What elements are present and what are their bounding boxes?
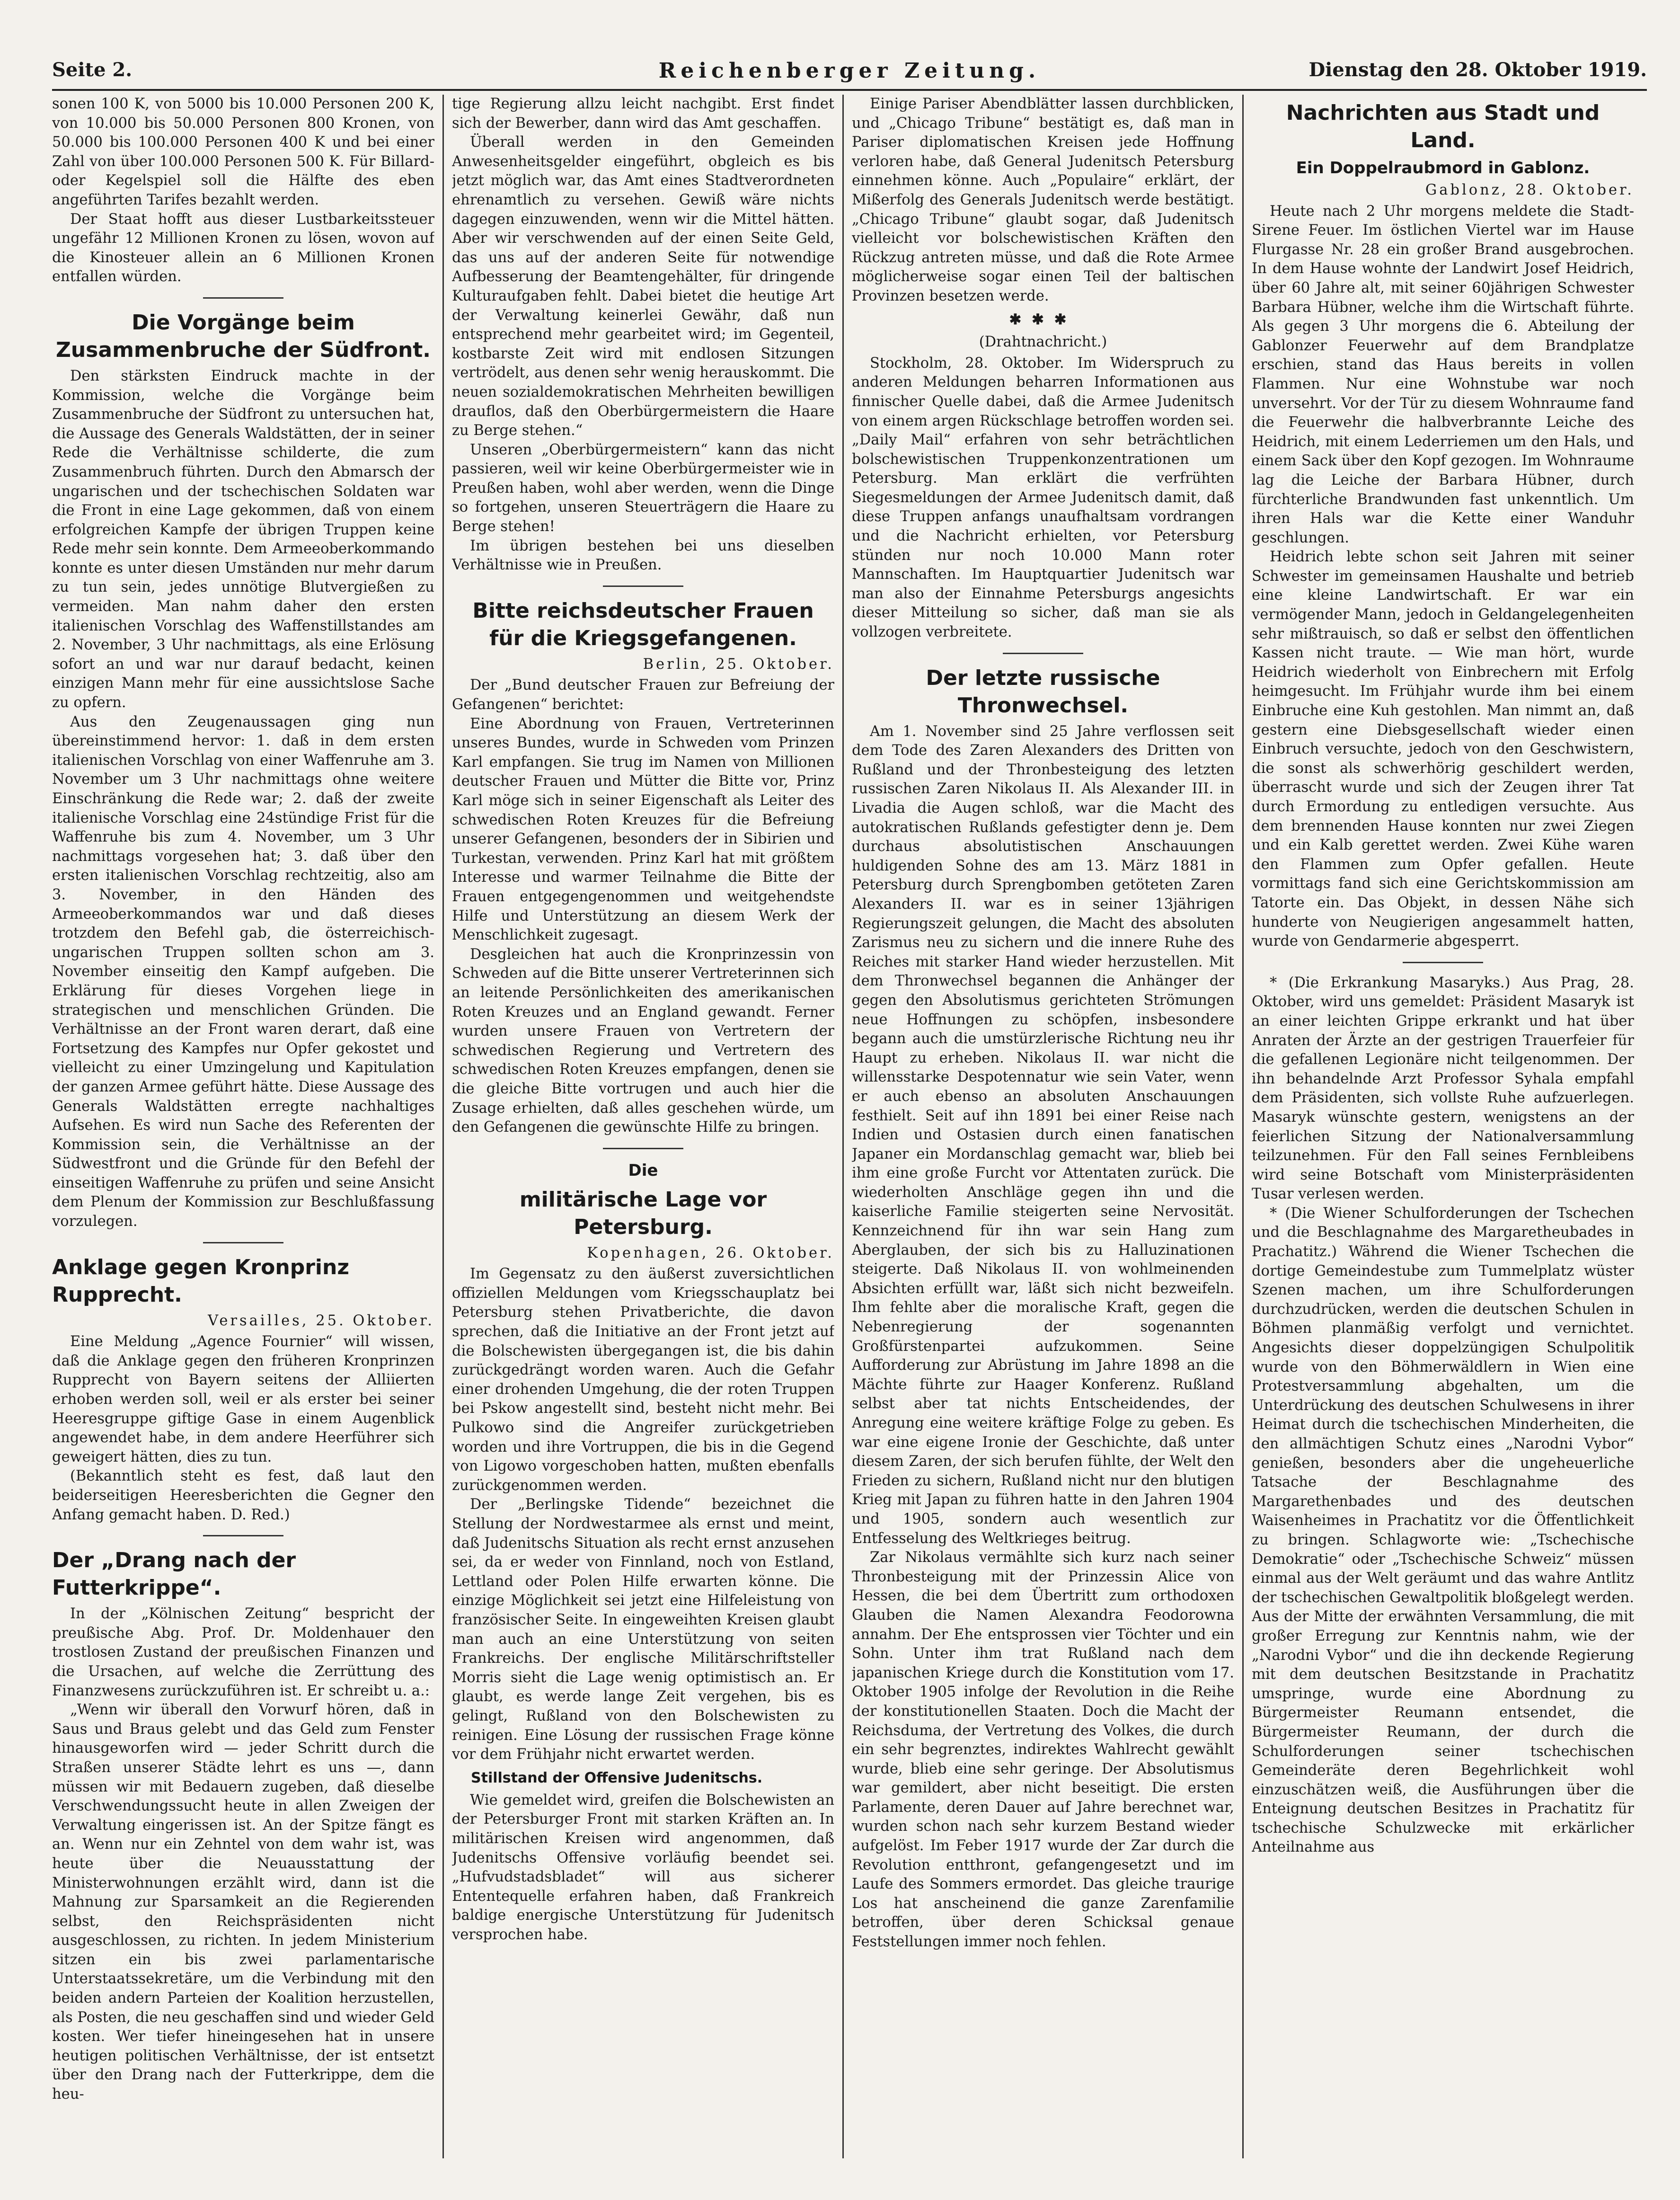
- section-divider: [1403, 962, 1483, 963]
- article-rupprecht: Eine Meldung „Agence Fournier“ will wissen, daß die Anklage gegen den früheren Kronprinzen Rupprecht von Bayern seitens der Alliierten erhoben werden soll, weil er als erster bei seiner Heeresgruppe giftige Gase in einem Augenblick angewendet habe, in dem andere Heerführer sich geweigert hätten, dies zu tun.: [52, 1333, 434, 1465]
- article-frauen-p3: Desgleichen hat auch die Kronprinzessin von Schweden auf die Bitte unserer Vertreterinnen sich an leitende Persönlichkeiten des amerikanischen Roten Kreuzes und an England gewandt. Ferner wurden unsere Frauen von Vertretern der schwedischen Regierung und Vertretern des schwedischen Roten Kreuzes empfangen, denen sie die gleiche Bitte vortrugen und auch hier die Zusage erhielten, daß alles geschehen würde, um den Gefangenen die gewünschte Hilfe zu bringen.: [452, 946, 834, 1136]
- column-1: [52, 95, 434, 2163]
- heading-suedfront: Die Vorgänge beim Zusammenbruche der Südfront.: [55, 310, 431, 362]
- section-divider: [203, 297, 283, 299]
- article-masaryk: * (Die Erkrankung Masaryks.) Aus Prag, 28. Oktober, wird uns gemeldet: Präsident Masaryk ist an einer leichten Grippe erkrankt und hat über Anraten der Ärzte an der gestrigen Trauerfeier für die gefallenen Legionäre nicht teilgenommen. Der ihn behandelnde Arzt Professor Syhala empfahl dem Präsidenten, sich vollste Ruhe aufzuerlegen. Masaryk wünschte gestern, wenigstens an der feierlichen Sitzung der Nationalversammlung teilzunehmen. Für den Fall seines Fernbleibens wird seine Botschaft vom Ministerpräsidenten Tusar verlesen werden.: [1252, 974, 1634, 1203]
- article-stockholm: Stockholm, 28. Oktober. Im Widerspruch zu anderen Meldungen beharren Informationen aus finnischer Quelle dabei, daß die Armee Judenitsch von einem argen Rückschlage betroffen worden sei. „Daily Mail“ erfahren von sehr beträchtlichen bolschewistischen Truppenkonzentrationen um Petersburg. Man erklärt die verfrühten Siegesmeldungen der Armee Judenitsch damit, daß diese Truppen anfangs unaufhaltsam vordrangen und die Nachricht erhielten, vor Petersburg stünden nur noch 10.000 Mann roter Mannschaften. Im Hauptquartier Judenitsch war man also der Einnahme Petersburgs angesichts dieser Mitteilung so sicher, daß man sie als vollzogen verbreitete.: [852, 355, 1234, 641]
- heading-stillstand: Stillstand der Offensive Judenitschs.: [471, 1769, 763, 1786]
- masthead: [52, 56, 1647, 91]
- heading-frauen: Bitte reichsdeutscher Frauen für die Kriegsgefangenen.: [472, 598, 814, 650]
- heading-raubmord: Ein Doppelraubmord in Gablonz.: [1296, 159, 1590, 177]
- dateline-versailles: Versailles, 25. Oktober.: [208, 1312, 434, 1329]
- article-suedfront-p2: Aus den Zeugenaussagen ging nun übereinstimmend hervor: 1. daß in dem ersten italienischen Vorschlag von einer Waffenruhe am 3. November um 3 Uhr nachmittags ohne weitere Einschränkung die Rede war; 2. daß der zweite italienische Vorschlag eine 24stündige Frist für die Waffenruhe bis zum 4. November, um 3 Uhr nachmittags vorgesehen hat; 3. daß über den ersten italienischen Vorschlag rechtzeitig, also am 3. November, in den Händen des Armeeoberkommandos war und daß dieses trotzdem den Befehl gab, die österreichisch-ungarischen Truppen sollten schon am 3. November einseitig den Kampf aufgeben. Die Erklärung für dieses Vorgehen liege in strategischen und menschlichen Gründen. Die Verhältnisse an der Front waren derart, daß eine Fortsetzung des Kampfes nur Opfer gekostet und vielleicht zu einer Umzingelung und Kapitulation der ganzen Armee geführt hätte. Diese Aussage des Generals Waldstätten erregte nachhaltiges Aufsehen. Es wird nun Sache des Referenten der Kommission sein, die Verhältnisse an der Südwestfront und die Gründe für den Befehl der einseitigen Waffenruhe zu prüfen und seine Ansicht dem Plenum der Kommission zur Beschlußfassung vorzulegen.: [52, 713, 434, 1230]
- column-rule: [442, 95, 444, 2158]
- article-futter-p5: Im übrigen bestehen bei uns dieselben Verhältnisse wie in Preußen.: [452, 537, 834, 574]
- article-stillstand: Wie gemeldet wird, greifen die Bolschewisten an der Petersburger Front mit starken Kräften an. In militärischen Kreisen wird angenommen, daß Judenitschs Offensive vorläufig beendet sei. „Hufvudstadsbladet“ will aus sicherer Ententequelle erfahren haben, daß Frankreich baldige energische Unterstützung für Judenitsch versprochen habe.: [452, 1792, 834, 1943]
- column-3: [852, 95, 1234, 2163]
- article-frauen-p2: Eine Abordnung von Frauen, Vertreterinnen unseres Bundes, wurde in Schweden vom Prinzen Karl empfangen. Sie trug im Namen von Millionen deutscher Frauen und Mütter die Bitte vor, Prinz Karl möge sich in seiner Eigenschaft als Leiter des schwedischen Roten Kreuzes für die Befreiung unserer Gefangenen, besonders der in Sibirien und Turkestan, verwenden. Prinz Karl hat mit größtem Interesse und warmer Teilnahme die Bitte der Frauen entgegengenommen und weitgehendste Hilfe und Unterstützung an diesem Werk der Menschlichkeit zugesagt.: [452, 715, 834, 944]
- section-divider: [203, 1242, 283, 1243]
- section-divider: [603, 1148, 683, 1149]
- star-separator: ✱✱✱: [1009, 310, 1077, 328]
- heading-petersburg: militärische Lage vor Petersburg.: [519, 1187, 767, 1239]
- article-suedfront-p1: Den stärksten Eindruck machte in der Kommission, welche die Vorgänge beim Zusammenbruche der Südfront zu untersuchen hat, die Aussage des Generals Waldstätten, der in seiner Rede die Verhältnisse schilderte, die zum Zusammenbruch führten. Durch den Abmarsch der ungarischen und der tschechischen Soldaten war die Front in eine Lage gekommen, daß von einem erfolgreichen Kampfe der übrigen Truppen keine Rede mehr sein konnte. Dem Armeeoberkommando konnte es unter diesen Umständen nur mehr darum zu tun sein, jedes unnötige Blutvergießen zu vermeiden. Man nahm daher den ersten italienischen Vorschlag des Waffenstillstandes am 2. November, 3 Uhr nachmittags, als eine Erlösung sofort an und war nur darauf bedacht, keinen einzigen Mann mehr für eine aussichtslose Sache zu opfern.: [52, 367, 434, 711]
- page-label: Seite 2.: [52, 59, 133, 81]
- article-tax-continuation: sonen 100 K, von 5000 bis 10.000 Personen 200 K, von 10.000 bis 50.000 Personen 800 Kronen, von 50.000 bis 100.000 Personen 400 K und bei einer Zahl von über 100.000 Personen 500 K. Für Billard- oder Kegelspiel soll die Hälfte des eben angeführten Tarifes bezahlt werden.: [52, 96, 434, 208]
- article-frauen-p1: Der „Bund deutscher Frauen zur Befreiung der Gefangenen“ berichtet:: [452, 677, 834, 713]
- section-divider: [203, 1535, 283, 1536]
- article-tax-state: Der Staat hofft aus dieser Lustbarkeitssteuer ungefähr 12 Millionen Kronen zu lösen, wovon auf die Kinosteuer allein an 6 Millionen Kronen entfallen würden.: [52, 211, 434, 285]
- article-mord-p2: Heidrich lebte schon seit Jahren mit seiner Schwester im gemeinsamen Haushalte und betrieb eine kleine Landwirtschaft. Er war ein vermögender Mann, jedoch in Geldangelegenheiten sehr mißtrauisch, so daß er selbst den öffentlichen Kassen nicht traute. — Wie man hört, wurde Heidrich wiederholt von Einbrechern mit Erfolg heimgesucht. Im Frühjahr wurde ihm bei einem Einbruche eine Kuh gestohlen. Man nimmt an, daß gestern eine Diebsgesellschaft wieder einen Einbruch versuchte, jedoch von den Geschwistern, die sonst als schwerhörig geschildert werden, überrascht wurde und sich der Zeugen ihrer Tat durch Ermordung zu entledigen versuchte. Aus dem brennenden Hause konnten nur zwei Ziegen und ein Kalb gerettet werden. Zwei Kühe waren den Flammen zum Opfer gefallen. Heute vormittags fand sich eine Gerichtskommission am Tatorte ein. Das Objekt, in dessen Nähe sich hunderte von Neugierigen angesammelt hatten, wurde von Gendarmerie abgesperrt.: [1252, 549, 1634, 950]
- article-rupprecht-note: (Bekanntlich steht es fest, daß laut den beiderseitigen Heeresberichten die Gegner den Anfang gemacht haben. D. Red.): [52, 1468, 434, 1523]
- article-wiener-schulforderungen: * (Die Wiener Schulforderungen der Tschechen und die Beschlagnahme des Margaretheubades in Prachatitz.) Während die Wiener Tschechen die dortige Gemeindestube zum Tummelplatz wüster Szenen machen, um ihre Schulforderungen durchzudrücken, werden die deutschen Schulen in Böhmen planmäßig verfolgt und vernichtet. Angesichts dieser doppelzüngigen Schulpolitik wurde von den Böhmerwäldlern in Wien eine Protestversammlung abgehalten, um die Unterdrückung des deutschen Schulwesens in ihrer Heimat durch die tschechischen Minderheiten, die den allmächtigen Schutz eines „Narodni Vybor“ genießen, besonders aber die ungeheuerliche Tatsache der Beschlagnahme des Margarethenbades und des deutschen Waisenheimes in Prachatitz vor die Öffentlichkeit zu bringen. Schlagworte wie: „Tschechische Demokratie“ oder „Tschechische Schweiz“ müssen einmal aus der Welt geräumt und das wahre Antlitz der tschechischen Gewaltpolitik bloßgelegt werden. Aus der Mitte der erwähnten Versammlung, die mit großer Erregung zur Kenntnis nahm, wie der „Narodni Vybor“ und die ihn deckende Regierung mit dem deutschen Besitzstande in Prachatitz umspringe, wurde eine Abordnung zu Bürgermeister Reumann entsendet, die Bürgermeister Reumann, der durch die Schulforderungen seiner tschechischen Gemeinderäte deren Begehrlichkeit wohl einzuschätzen weiß, die Ausführungen über die Enteignung deutschen Besitzes in Prachatitz für tschechische Schulzwecke mit erkärlicher Anteilnahme aus: [1252, 1205, 1634, 1856]
- column-4: [1252, 95, 1634, 2163]
- column-2: [452, 95, 834, 2163]
- section-divider: [603, 585, 683, 587]
- article-petersburg-p2: Der „Berlingske Tidende“ bezeichnet die Stellung der Nordwestarmee als ernst und meint, daß Judenitschs Situation als recht ernst anzusehen sei, da er weder von Finnland, noch von Estland, Lettland oder Polen Hilfe erwarten könne. Die einzige Möglichkeit sei jetzt eine Hilfeleistung von französischer Seite. In eingeweihten Kreisen glaubt man auch an eine Unterstützung von seiten Frankreichs. Der englische Militärschriftsteller Morris sieht die Lage wenig optimistisch an. Er glaubt, es werde lange Zeit vergehen, bis es gelingt, Rußland von den Bolschewisten zu reinigen. Eine Lösung der russischen Frage könne vor dem Frühjahr nicht erwartet werden.: [452, 1496, 834, 1763]
- issue-date: Dienstag den 28. Oktober 1919.: [1309, 59, 1647, 81]
- article-futter-continuation: tige Regierung allzu leicht nachgibt. Erst findet sich der Bewerber, dann wird das Amt geschaffen.: [452, 96, 834, 132]
- kicker-die: Die: [628, 1161, 658, 1180]
- heading-futterkrippe: Der „Drang nach der Futterkrippe“.: [52, 1548, 296, 1600]
- newspaper-columns: [52, 95, 1647, 2168]
- article-thron-p2: Zar Nikolaus vermählte sich kurz nach seiner Thronbesteigung mit der Prinzessin Alice von Hessen, die bei dem Übertritt zum orthodoxen Glauben die Namen Alexandra Feodorowna annahm. Der Ehe entsprossen vier Töchter und ein Sohn. Unter ihm trat Rußland nach dem japanischen Kriege durch die Konstitution vom 17. Oktober 1905 infolge der Revolution in die Reihe der konstitutionellen Staaten. Doch die Macht der Reichsduma, der Vertretung des Volkes, die durch ein sehr begrenztes, indirektes Wahlrecht gewählt wurde, blieb eine sehr geringe. Der Absolutismus war gemildert, aber nicht beseitigt. Die ersten Parlamente, deren Dauer auf Jahre berechnet war, wurden schon nach sehr kurzem Bestand wieder aufgelöst. Im Feber 1917 wurde der Zar durch die Revolution entthront, gefangengesetzt und im Laufe des Sommers ermordet. Das gleiche traurige Los hat anscheinend die ganze Zarenfamilie betroffen, über deren Schicksal genaue Feststellungen immer noch fehlen.: [852, 1549, 1234, 1951]
- article-futter-p2: „Wenn wir überall den Vorwurf hören, daß in Saus und Braus gelebt und das Geld zum Fenster hinausgeworfen wird — jeder Schritt durch die Straßen unserer Städte lehrt es uns —, dann müssen wir mit Bedauern zugeben, daß dieselbe Verschwendungssucht heute in allen Zweigen der Verwaltung eingerissen ist. An der Spitze fängt es an. Wenn nur ein Zehntel von dem wahr ist, was heute über die Neuausstattung der Ministerwohnungen erzählt wird, dann ist die Mahnung zur Sparsamkeit an die Regierenden selbst, den Reichspräsidenten nicht ausgeschlossen, zu richten. In jedem Ministerium sitzen ein bis zwei parlamentarische Unterstaatssekretäre, um die Verbindung mit den beiden andern Parteien der Koalition herzustellen, als Posten, die neu geschaffen sind und wieder Geld kosten. Wer tiefer hineingesehen hat in unsere heutigen politischen Verhältnisse, der ist entsetzt über den Drang nach der Futterkrippe, dem die heu-: [52, 1702, 434, 2103]
- draht-note: (Drahtnachricht.): [979, 334, 1107, 351]
- section-divider: [1003, 653, 1083, 654]
- article-thron-p1: Am 1. November sind 25 Jahre verflossen seit dem Tode des Zaren Alexanders des Dritten von Rußland und der Thronbesteigung des letzten russischen Zaren Nikolaus II. Als Alexander III. in Livadia die Augen schloß, war die Macht des autokratischen Rußlands gefestigter denn je. Dem durchaus absolutistischen Anschauungen huldigenden Sohne des am 13. März 1881 in Petersburg durch Sprengbomben getöteten Zaren Alexanders II. war es in seiner 13jährigen Regierungszeit gelungen, die Macht des absoluten Zarismus neu zu sichern und die innere Ruhe des Reiches mit starker Hand wieder herzustellen. Mit dem Thronwechsel begannen die Anhänger der gegen den Absolutismus gerichteten Strömungen neue Hoffnungen zu schöpfen, insbesondere begann auch die umstürzlerische Richtung neu ihr Haupt zu erheben. Nikolaus II. war nicht die willensstarke Despotennatur wie sein Vater, wenn er auch ebenso an absoluten Anschauungen festhielt. Seit auf ihn 1891 bei einer Reise nach Indien und Ostasien durch einen fanatischen Japaner ein Mordanschlag gemacht war, blieb bei ihm eine große Furcht vor Attentaten zurück. Die wiederholten Anschläge gegen ihn und die kaiserliche Familie steigerten seine Nervosität. Kennzeichnend für ihn war sein Hang zum Aberglauben, der sich bis zu Halluzinationen steigerte. Daß Nikolaus II. von wohlmeinenden Absichten erfüllt war, läßt sich nicht bezweifeln. Ihm fehlte aber die moralische Kraft, gegen die Nebenregierung der sogenannten Großfürstenpartei aufzukommen. Seine Aufforderung zur Abrüstung im Jahre 1898 an die Mächte führte zur Haager Konferenz. Rußland selbst aber tat nichts Entscheidendes, der Anregung eine weitere kräftige Folge zu geben. Es war eine eigene Ironie der Geschichte, daß unter diesem Zaren, der sich berufen fühlte, der Welt den Frieden zu sichern, Rußland nicht nur den blutigen Krieg mit Japan zu führen hatte in den Jahren 1904 und 1905, sondern auch wesentlich zur Entfesselung des Weltkrieges beitrug.: [852, 723, 1234, 1547]
- heading-thronwechsel: Der letzte russische Thronwechsel.: [926, 665, 1160, 718]
- article-futter-p3: Überall werden in den Gemeinden Anwesenheitsgelder eingeführt, obgleich es bis jetzt möglich war, das Amt eines Stadtverordneten ehrenamtlich zu versehen. Gewiß wäre nichts dagegen einzuwenden, wenn wir die Mittel hätten. Aber wir verschwenden auf der einen Seite Geld, das uns auf der anderen Seite für notwendige Aufbesserung der Beamtengehälter, für dringende Kulturaufgaben fehlt. Dabei bietet die heutige Art der Verwaltung keinerlei Gewähr, daß nun entsprechend mehr gearbeitet wird; im Gegenteil, kostbarste Zeit wird mit endlosen Sitzungen vertrödelt, aus denen sehr wenig herauskommt. Die neuen sozialdemokratischen Mehrheiten bewilligen drauflos, daß den Oberbürgermeistern die Haare zu Berge stehen.“: [452, 134, 834, 439]
- heading-nachrichten: Nachrichten aus Stadt und Land.: [1286, 101, 1600, 152]
- dateline-berlin: Berlin, 25. Oktober.: [643, 656, 834, 673]
- heading-rupprecht: Anklage gegen Kronprinz Rupprecht.: [52, 1255, 349, 1307]
- article-petersburg-p1: Im Gegensatz zu den äußerst zuversichtlichen offiziellen Meldungen vom Kriegsschauplatz bei Petersburg stehen Privatberichte, die davon sprechen, daß die Initiative an der Front jetzt auf die Bolschewisten übergegangen ist, die bis dahin zurückgedrängt worden waren. Auch die Gefahr einer drohenden Umgehung, die der roten Truppen bei Pskow angestellt sind, besteht nicht mehr. Bei Pulkowo sind die Angreifer zurückgetrieben worden und ihre Vortruppen, die bis in die Gegend von Ligowo vorgeschoben hatten, mußten ebenfalls zurückgenommen werden.: [452, 1266, 834, 1494]
- article-mord-p1: Heute nach 2 Uhr morgens meldete die Stadt-Sirene Feuer. Im östlichen Viertel war im Hause Flurgasse Nr. 28 ein großer Brand ausgebrochen. In dem Hause wohnte der Landwirt Josef Heidrich, über 60 Jahre alt, mit seiner 60jährigen Schwester Barbara Hübner, welche ihm die Wirtschaft führte. Als gegen 3 Uhr morgens die 6. Abteilung der Gablonzer Feuerwehr auf dem Brandplatze erschien, stand das Haus bereits in vollen Flammen. Nur eine Wohnstube war noch unversehrt. Vor der Tür zu diesem Wohnraume fand die Feuerwehr die halbverbrannte Leiche des Heidrich, mit einem Lederriemen um den Hals, und einem Sack über den Kopf gezogen. Im Wohnraume lag die Leiche der Barbara Hübner, durch fürchterliche Brandwunden fast unkenntlich. Um ihren Hals war die Kette einer Wanduhr geschlungen.: [1252, 203, 1634, 546]
- article-futter-p1: In der „Kölnischen Zeitung“ bespricht der preußische Abg. Prof. Dr. Moldenhauer den trostlosen Zustand der preußischen Finanzen und die Ursachen, auf welche die Zerrüttung des Finanzwesens zurückzuführen ist. Er schreibt u. a.:: [52, 1606, 434, 1699]
- article-futter-p4: Unseren „Oberbürgermeistern“ kann das nicht passieren, weil wir keine Oberbürgermeister wie in Preußen haben, wohl aber werden, wenn die Dinge so fortgehen, unseren Steuerträgern die Haare zu Berge stehen!: [452, 441, 834, 535]
- article-paris: Einige Pariser Abendblätter lassen durchblicken, und „Chicago Tribune“ bestätigt es, daß man in Pariser diplomatischen Kreisen jede Hoffnung verloren habe, daß General Judenitsch Petersburg einnehmen könne. Auch „Populaire“ erklärt, der Mißerfolg des Generals Judenitsch werde bestätigt. „Chicago Tribune“ glaubt sogar, daß Judenitsch vielleicht vor bolschewistischen Kräften den Rückzug antreten müsse, und daß die Rote Armee möglicherweise sogar einen Teil der baltischen Provinzen besetzen werde.: [852, 96, 1234, 304]
- newspaper-title: Reichenberger Zeitung.: [658, 59, 1041, 83]
- dateline-kopenhagen: Kopenhagen, 26. Oktober.: [587, 1244, 834, 1261]
- dateline-gablonz: Gablonz, 28. Oktober.: [1425, 182, 1634, 198]
- column-rule: [1242, 95, 1244, 2158]
- column-rule: [842, 95, 844, 2158]
